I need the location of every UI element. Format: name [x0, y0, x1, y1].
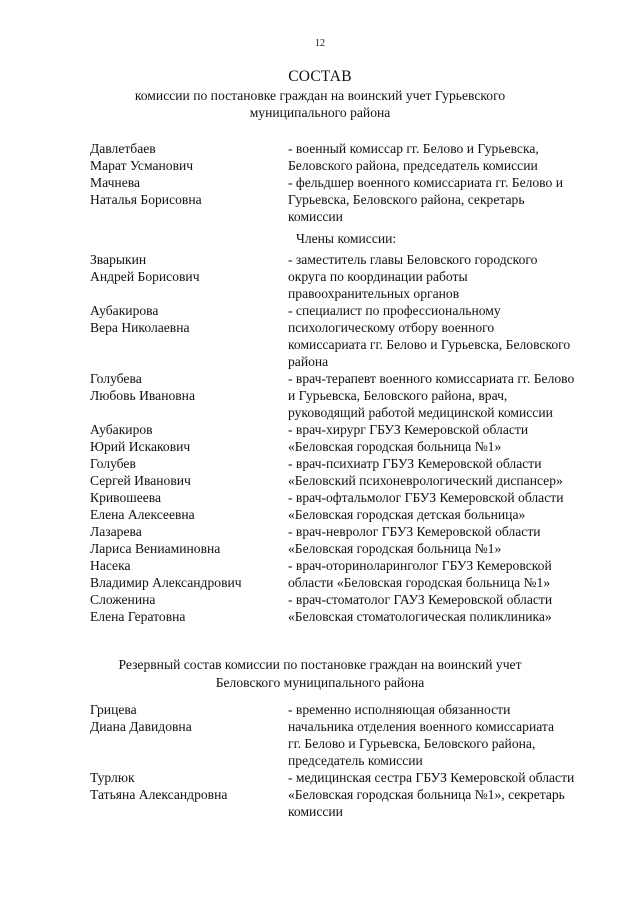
person-role-line: начальника отделения военного комиссариата [288, 719, 555, 734]
person-role-line: - военный комиссар гг. Белово и Гурьевска, [288, 141, 539, 156]
person-role-line: - медицинская сестра ГБУЗ Кемеровской области [288, 770, 575, 785]
person-name-line: Диана Давидовна [90, 719, 192, 734]
person-role-line: района [288, 354, 329, 369]
person-name-line: Татьяна Александровна [90, 787, 228, 802]
person-role [288, 489, 618, 523]
person-entry [0, 302, 640, 370]
person-role-line: «Беловский психоневрологический диспансер» [288, 473, 563, 488]
person-role-line: «Беловская городская детская больница» [288, 507, 526, 522]
document-subtitle-line-1: комиссии по постановке граждан на воинский учет Гурьевского [134, 88, 506, 103]
person-role [288, 591, 618, 625]
person-name-line: Марат Усманович [90, 158, 194, 173]
person-name [90, 455, 191, 489]
person-role-line: правоохранительных органов [288, 286, 460, 301]
person-name-line: Лариса Вениаминовна [90, 541, 221, 556]
person-entry [0, 140, 640, 174]
person-entry [0, 455, 640, 489]
person-role-line: - врач-терапевт военного комиссариата гг. Белово [288, 371, 575, 386]
person-role [288, 557, 618, 591]
person-name [90, 523, 220, 557]
person-role-line: руководящий работой медицинской комиссии [288, 405, 553, 420]
person-role-line: «Беловская городская больница №1» [288, 541, 502, 556]
person-name [90, 769, 227, 803]
person-name-line: Елена Алексеевна [90, 507, 195, 522]
person-role [288, 370, 618, 421]
person-role-line: «Беловская стоматологическая поликлиника» [288, 609, 552, 624]
person-entry [0, 421, 640, 455]
person-name-line: Вера Николаевна [90, 320, 190, 335]
person-name-line: Турлюк [90, 770, 135, 785]
person-role-line: - заместитель главы Беловского городского [288, 252, 538, 267]
person-role-line: округа по координации работы [288, 269, 468, 284]
person-name-line: Сергей Иванович [90, 473, 191, 488]
reserve-heading-line-2: Беловского муниципального района [215, 675, 425, 690]
person-role-line: Гурьевска, Беловского района, секретарь [288, 192, 525, 207]
person-role-line: - временно исполняющая обязанности [288, 702, 511, 717]
reserve-heading-line-1: Резервный состав комиссии по постановке граждан на воинский учет [118, 657, 522, 672]
person-name-line: Владимир Александрович [90, 575, 242, 590]
person-entry [0, 769, 640, 820]
person-name-line: Андрей Борисович [90, 269, 200, 284]
person-name-line: Зварыкин [90, 252, 147, 267]
person-role-line: - врач-хирург ГБУЗ Кемеровской области [288, 422, 529, 437]
person-role [288, 174, 618, 225]
person-name [90, 421, 190, 455]
person-role [288, 140, 618, 174]
person-name [90, 251, 200, 285]
person-role [288, 523, 618, 557]
person-role-line: - специалист по профессиональному [288, 303, 501, 318]
person-name-line: Голубев [90, 456, 136, 471]
person-name [90, 591, 185, 625]
person-role-line: области «Беловская городская больница №1» [288, 575, 551, 590]
person-role-line: и Гурьевска, Беловского района, врач, [288, 388, 508, 403]
person-name-line: Наталья Борисовна [90, 192, 202, 207]
person-entry [0, 174, 640, 225]
person-role-line: комиссии [288, 209, 343, 224]
person-role-line: психологическому отбору военного [288, 320, 495, 335]
document-title: СОСТАВ [288, 68, 352, 85]
person-name-line: Насека [90, 558, 131, 573]
person-role [288, 769, 618, 820]
person-name-line: Лазарева [90, 524, 142, 539]
person-role-line: «Беловская городская больница №1», секретарь [288, 787, 565, 802]
person-name-line: Голубева [90, 371, 142, 386]
person-role-line: - врач-невролог ГБУЗ Кемеровской области [288, 524, 541, 539]
person-name-line: Мачнева [90, 175, 140, 190]
person-role-line: - врач-офтальмолог ГБУЗ Кемеровской области [288, 490, 564, 505]
person-role [288, 421, 618, 455]
person-entry [0, 251, 640, 302]
person-name-line: Любовь Ивановна [90, 388, 195, 403]
person-name-line: Аубакиров [90, 422, 153, 437]
person-role-line: - врач-оториноларинголог ГБУЗ Кемеровской [288, 558, 552, 573]
person-entry [0, 591, 640, 625]
person-name-line: Сложенина [90, 592, 156, 607]
person-name [90, 140, 193, 174]
person-role [288, 302, 618, 370]
person-name [90, 489, 195, 523]
person-name [90, 701, 192, 735]
page-number: 12 [315, 38, 325, 49]
person-name-line: Давлетбаев [90, 141, 156, 156]
person-name [90, 557, 242, 591]
person-role-line: - фельдшер военного комиссариата гг. Белово и [288, 175, 563, 190]
person-name [90, 370, 195, 404]
person-name-line: Кривошеева [90, 490, 162, 505]
person-role-line: комиссии [288, 804, 343, 819]
person-name-line: Аубакирова [90, 303, 159, 318]
person-role-line: комиссариата гг. Белово и Гурьевска, Беловского [288, 337, 571, 352]
person-name-line: Грицева [90, 702, 137, 717]
person-role-line: гг. Белово и Гурьевска, Беловского района, [288, 736, 536, 751]
person-entry [0, 701, 640, 769]
person-name-line: Елена Гератовна [90, 609, 186, 624]
person-role-line: - врач-стоматолог ГАУЗ Кемеровской области [288, 592, 553, 607]
person-role [288, 455, 618, 489]
person-name [90, 302, 190, 336]
person-role-line: «Беловская городская больница №1» [288, 439, 502, 454]
person-role [288, 251, 618, 302]
person-entry [0, 370, 640, 421]
person-entry [0, 489, 640, 523]
person-name [90, 174, 202, 208]
members-heading: Члены комиссии: [296, 231, 397, 246]
person-role-line: - врач-психиатр ГБУЗ Кемеровской области [288, 456, 542, 471]
person-entry [0, 523, 640, 557]
person-role-line: председатель комиссии [288, 753, 423, 768]
person-name-line: Юрий Искакович [90, 439, 191, 454]
person-entry [0, 557, 640, 591]
person-role [288, 701, 618, 769]
document-subtitle-line-2: муниципального района [249, 105, 391, 120]
person-role-line: Беловского района, председатель комиссии [288, 158, 538, 173]
